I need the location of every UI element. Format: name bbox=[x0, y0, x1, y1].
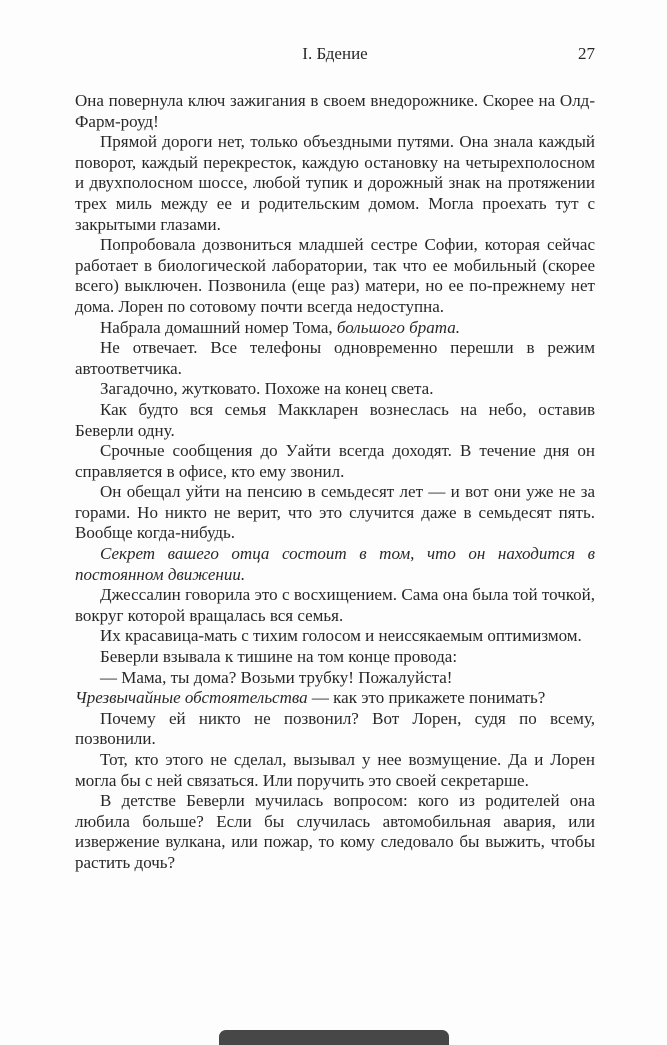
italic-text-run: большого брата. bbox=[336, 317, 460, 337]
italic-text-run: Секрет вашего отца состоит в том, что он находится в постоянном движении. bbox=[75, 544, 595, 584]
paragraph bbox=[75, 400, 595, 441]
text-run: Беверли взывала к тишине на том конце провода: bbox=[100, 647, 458, 667]
text-run: Прямой дороги нет, только объездными путями. Она знала каждый поворот, каждый перекресток, каждую остановку на четырехполосном и двухполосном шоссе, любой тупик и дорожный знак на протяжении трех миль между ее и родительским домом. Могла проехать тут с закрытыми глазами. bbox=[75, 132, 595, 234]
paragraph bbox=[75, 91, 595, 132]
paragraph bbox=[75, 132, 595, 235]
text-run: Загадочно, жутковато. Похоже на конец света. bbox=[100, 379, 434, 399]
text-run: Почему ей никто не позвонил? Вот Лорен, судя по всему, позвонили. bbox=[75, 708, 595, 749]
paragraph bbox=[75, 647, 595, 668]
text-run: Их красавица-мать с тихим голосом и неиссякаемым оптимизмом. bbox=[100, 626, 582, 646]
paragraph bbox=[75, 482, 595, 544]
italic-text-run: Чрезвычайные обстоятельства bbox=[75, 688, 308, 708]
bottom-navigation-pill[interactable] bbox=[219, 1030, 449, 1045]
paragraph bbox=[75, 688, 595, 709]
text-run: Он обещал уйти на пенсию в семьдесят лет — и вот они уже не за горами. Но никто не верит, что это случится даже в семьдесят пять. Вообще когда-нибудь. bbox=[75, 482, 595, 543]
text-run: Как будто вся семья Маккларен вознеслась на небо, оставив Беверли одну. bbox=[75, 399, 595, 440]
page-number: 27 bbox=[578, 44, 595, 63]
text-run: — как это прикажете понимать? bbox=[307, 688, 546, 708]
page-body bbox=[75, 91, 595, 874]
text-run: Тот, кто этого не сделал, вызывал у нее возмущение. Да и Лорен могла бы с ней связаться. Или поручить это своей секретарше. bbox=[75, 750, 595, 790]
paragraph bbox=[75, 709, 595, 750]
text-run: Попробовала дозвониться младшей сестре Софии, которая сейчас работает в биологической лаборатории, так что ее мобильный (скорее всего) выключен. Позвонила (еще раз) матери, но ее по-прежнему нет дома. Лорен по сотовому почти всегда недоступна. bbox=[75, 235, 595, 316]
paragraph bbox=[75, 318, 595, 339]
paragraph bbox=[75, 791, 595, 873]
paragraph bbox=[75, 585, 595, 626]
text-run: Срочные сообщения до Уайти всегда доходят. В течение дня он справляется в офисе, кто ему звонил. bbox=[75, 441, 595, 481]
paragraph bbox=[75, 750, 595, 791]
paragraph bbox=[75, 626, 595, 647]
paragraph bbox=[75, 668, 595, 689]
paragraph bbox=[75, 544, 595, 585]
text-run: Набрала домашний номер Тома, bbox=[100, 317, 337, 337]
paragraph bbox=[75, 441, 595, 482]
text-run: Не отвечает. Все телефоны одновременно перешли в режим автоответчика. bbox=[75, 338, 595, 378]
text-run: Она повернула ключ зажигания в своем внедорожнике. Скорее на Олд-Фарм-роуд! bbox=[75, 91, 595, 131]
text-run: Джессалин говорила это с восхищением. Сама она была той точкой, вокруг которой вращалась вся семья. bbox=[75, 585, 595, 625]
chapter-title: I. Бдение bbox=[302, 44, 368, 63]
text-run: — Мама, ты дома? Возьми трубку! Пожалуйста! bbox=[100, 667, 453, 687]
running-header bbox=[75, 44, 595, 64]
paragraph bbox=[75, 379, 595, 400]
book-page bbox=[0, 44, 667, 874]
paragraph bbox=[75, 235, 595, 317]
text-run: В детстве Беверли мучилась вопросом: кого из родителей она любила больше? Если бы случилась автомобильная авария, или извержение вулкана, или пожар, то кому следовало бы выжить, чтобы растить дочь? bbox=[75, 791, 595, 872]
paragraph bbox=[75, 338, 595, 379]
